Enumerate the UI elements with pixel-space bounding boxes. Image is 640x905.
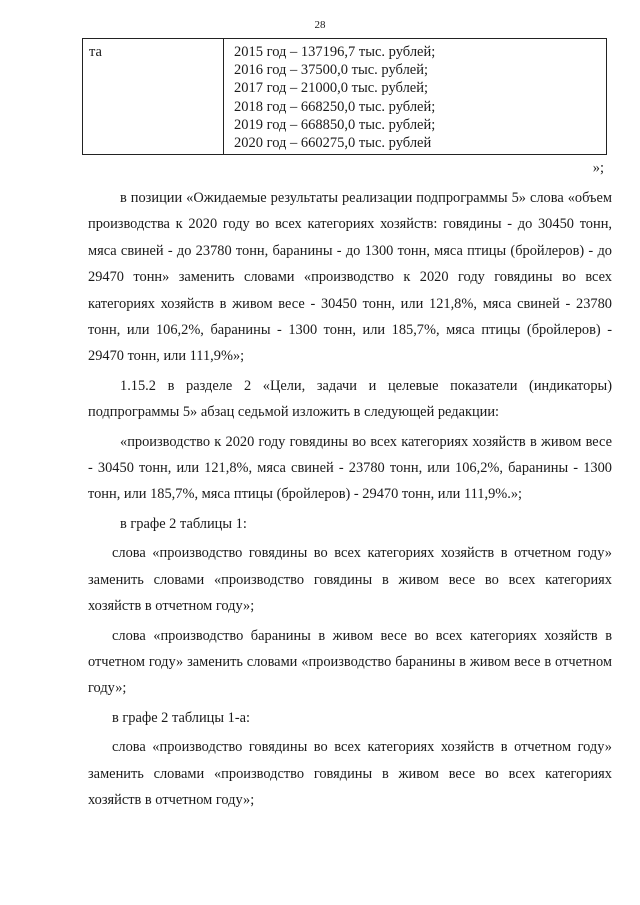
table-cell-right	[224, 39, 607, 155]
paragraph: слова «производство говядины во всех категориях хозяйств в отчетном году» заменить словами «производство говядины в живом весе во всех категориях хозяйств в отчетном году»;	[88, 739, 612, 808]
paragraph: 1.15.2 в разделе 2 «Цели, задачи и целевые показатели (индикаторы) подпрограммы 5» абзац седьмой изложить в следующей редакции:	[88, 377, 612, 421]
paragraph: в графе 2 таблицы 1:	[120, 515, 247, 532]
body-text	[88, 185, 612, 813]
table-cell-left: та	[83, 39, 224, 155]
budget-line: 2019 год – 668850,0 тыс. рублей;	[234, 116, 436, 133]
table-row	[83, 39, 607, 155]
page-number: 28	[314, 19, 326, 31]
budget-line: 2018 год – 668250,0 тыс. рублей;	[234, 98, 436, 115]
budget-line: 2016 год – 37500,0 тыс. рублей;	[234, 62, 429, 79]
budget-line: 2015 год – 137196,7 тыс. рублей;	[234, 44, 436, 60]
paragraph: слова «производство говядины во всех категориях хозяйств в отчетном году» заменить словами «производство говядины в живом весе во всех категориях хозяйств в отчетном году»;	[88, 545, 612, 615]
paragraph: в позиции «Ожидаемые результаты реализации подпрограммы 5» слова «объем производства к 2020 году во всех категориях хозяйств: говядины - до 30450 тонн, мяса свиней - до 23780 тонн, баранины - до 1300 тонн, мяса птицы (бройлеров) - до 29470 тонн» заменить словами «производство к 2020 году говядины во всех категориях хозяйств в живом весе - 30450 тонн, или 121,8%, мяса свиней - 23780 тонн, или 106,2%, баранины - 1300 тонн, или 185,7%, мяса птицы (бройлеров) - 29470 тонн, или 111,9%»;	[88, 190, 612, 365]
budget-line: 2017 год – 21000,0 тыс. рублей;	[234, 80, 429, 97]
closing-quote: »;	[592, 160, 604, 176]
paragraph: слова «производство баранины в живом весе во всех категориях хозяйств в отчетном году» заменить словами «производство баранины в живом весе в отчетном году»;	[88, 627, 612, 697]
budget-table	[82, 38, 607, 155]
budget-line: 2020 год – 660275,0 тыс. рублей	[234, 135, 432, 152]
paragraph: в графе 2 таблицы 1-а:	[112, 709, 251, 726]
paragraph: «производство к 2020 году говядины во всех категориях хозяйств в живом весе - 30450 тонн, или 121,8%, мяса свиней - 23780 тонн, или 106,2%, баранины - 1300 тонн, или 185,7%, мяса птицы (бройлеров) - 29470 тонн, или 111,9%.»;	[88, 433, 612, 503]
